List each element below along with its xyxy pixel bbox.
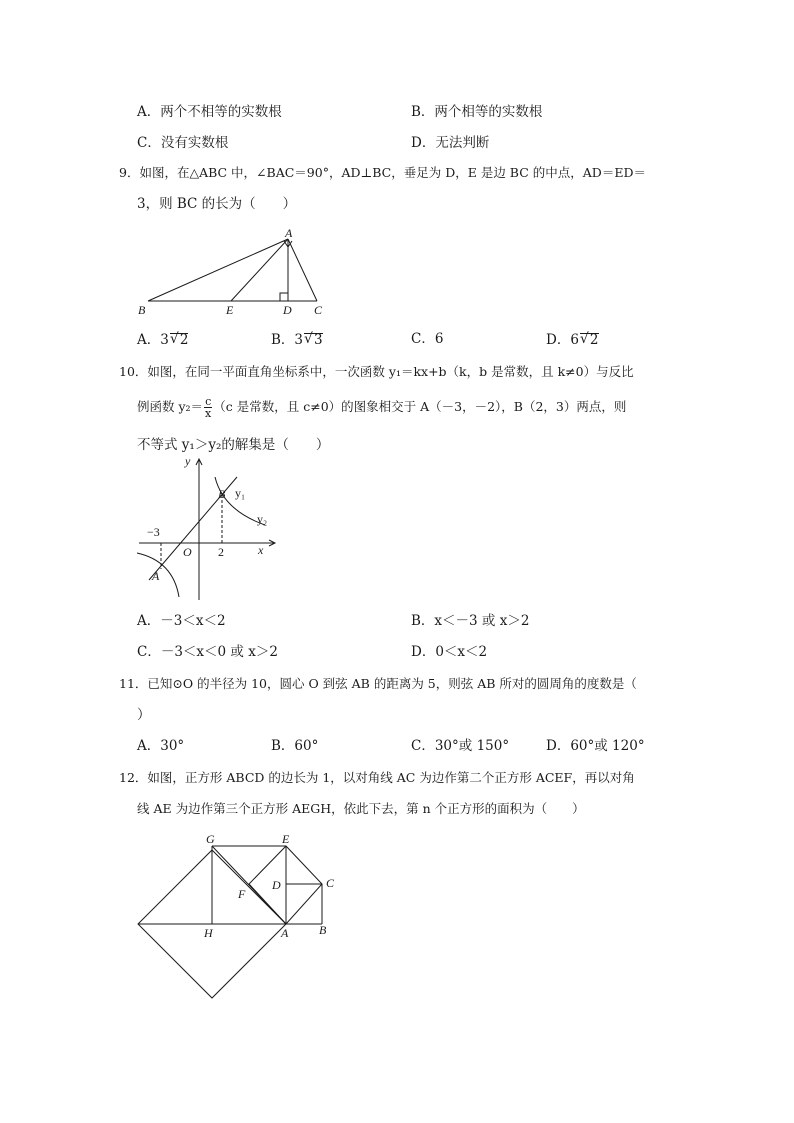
q11-stem-line2: ） [137,707,151,723]
q12-label-g: G [206,832,215,846]
q10-label-2: 2 [218,545,224,559]
q10-label-o: O [183,545,192,559]
q10-label-neg3: −3 [147,525,160,539]
q10-label-y2: y₂ [257,512,268,526]
q11-option-d: D．60°或 120° [546,738,645,754]
q10-stem-line3: 不等式 y₁＞y₂的解集是（ ） [137,437,330,453]
q9-label-e: E [226,303,234,317]
q10-option-c: C．－3＜x＜0 或 x＞2 [137,644,278,660]
q11-option-c: C．30°或 150° [411,738,510,754]
q10-label-y1: y₁ [235,486,246,500]
q10-fraction: $\frac{c}{x}$ [205,395,212,420]
q12-label-a: A [281,926,289,940]
q10-label-x: x [258,543,264,557]
q10-graph-figure [135,455,285,605]
q12-label-h: H [204,926,213,940]
q9-stem-line1: 9．如图，在△ABC 中，∠BAC＝90°，AD⊥BC，垂足为 D，E 是边 BC 的中点，AD＝ED＝ [119,165,646,180]
q8-option-a: A．两个不相等的实数根 [137,104,282,120]
q12-label-f: F [238,887,246,901]
q10-option-b: B．x＜－3 或 x＞2 [411,613,530,629]
q9-option-c: C．6 [411,331,444,347]
q8-option-b: B．两个相等的实数根 [411,104,543,120]
q12-squares-figure [132,830,342,1005]
q9-label-c: C [314,303,323,317]
q10-option-a: A．－3＜x＜2 [137,613,226,629]
q9-label-b: B [138,303,146,317]
q11-stem-line1: 11．已知⊙O 的半径为 10，圆心 O 到弦 AB 的距离为 5，则弦 AB 所对的圆周角的度数是（ [119,676,637,691]
q9-stem-line2: 3，则 BC 的长为（ ） [137,196,297,212]
q11-option-b: B．60° [271,738,319,754]
q10-option-d: D．0＜x＜2 [411,644,488,660]
q9-option-b: B．3 √ 3 [271,331,323,348]
q10-stem-line2: 例函数 y₂＝ $\frac{c}{x}$ （c 是常数，且 c≠0）的图象相交于 A（－3，－2），B（2，3）两点，则 [137,395,627,420]
q9-label-d: D [283,303,292,317]
q10-label-b: B [218,487,226,501]
q11-option-a: A．30° [137,738,185,754]
q12-label-d: D [272,878,281,892]
q9-label-a: A [285,226,293,240]
q10-label-y: y [185,455,191,468]
q12-stem-line1: 12．如图，正方形 ABCD 的边长为 1，以对角线 AC 为边作第二个正方形 ACEF，再以对角 [119,770,635,785]
q12-label-c: C [326,876,335,890]
q8-option-d: D．无法判断 [411,135,490,151]
q9-option-a: A．3 √ 2 [137,331,189,348]
q12-label-e: E [282,832,290,846]
q9-option-d: D．6 √ 2 [546,331,599,348]
q10-stem-line1: 10．如图，在同一平面直角坐标系中，一次函数 y₁＝kx+b（k，b 是常数，且 k≠0）与反比 [119,364,634,379]
q10-label-a: A [152,569,160,583]
q9-triangle-figure [130,225,340,320]
q12-label-b: B [319,923,327,937]
q12-stem-line2: 线 AE 为边作第三个正方形 AEGH，依此下去，第 n 个正方形的面积为（ ） [137,801,585,816]
q8-option-c: C．没有实数根 [137,135,229,151]
